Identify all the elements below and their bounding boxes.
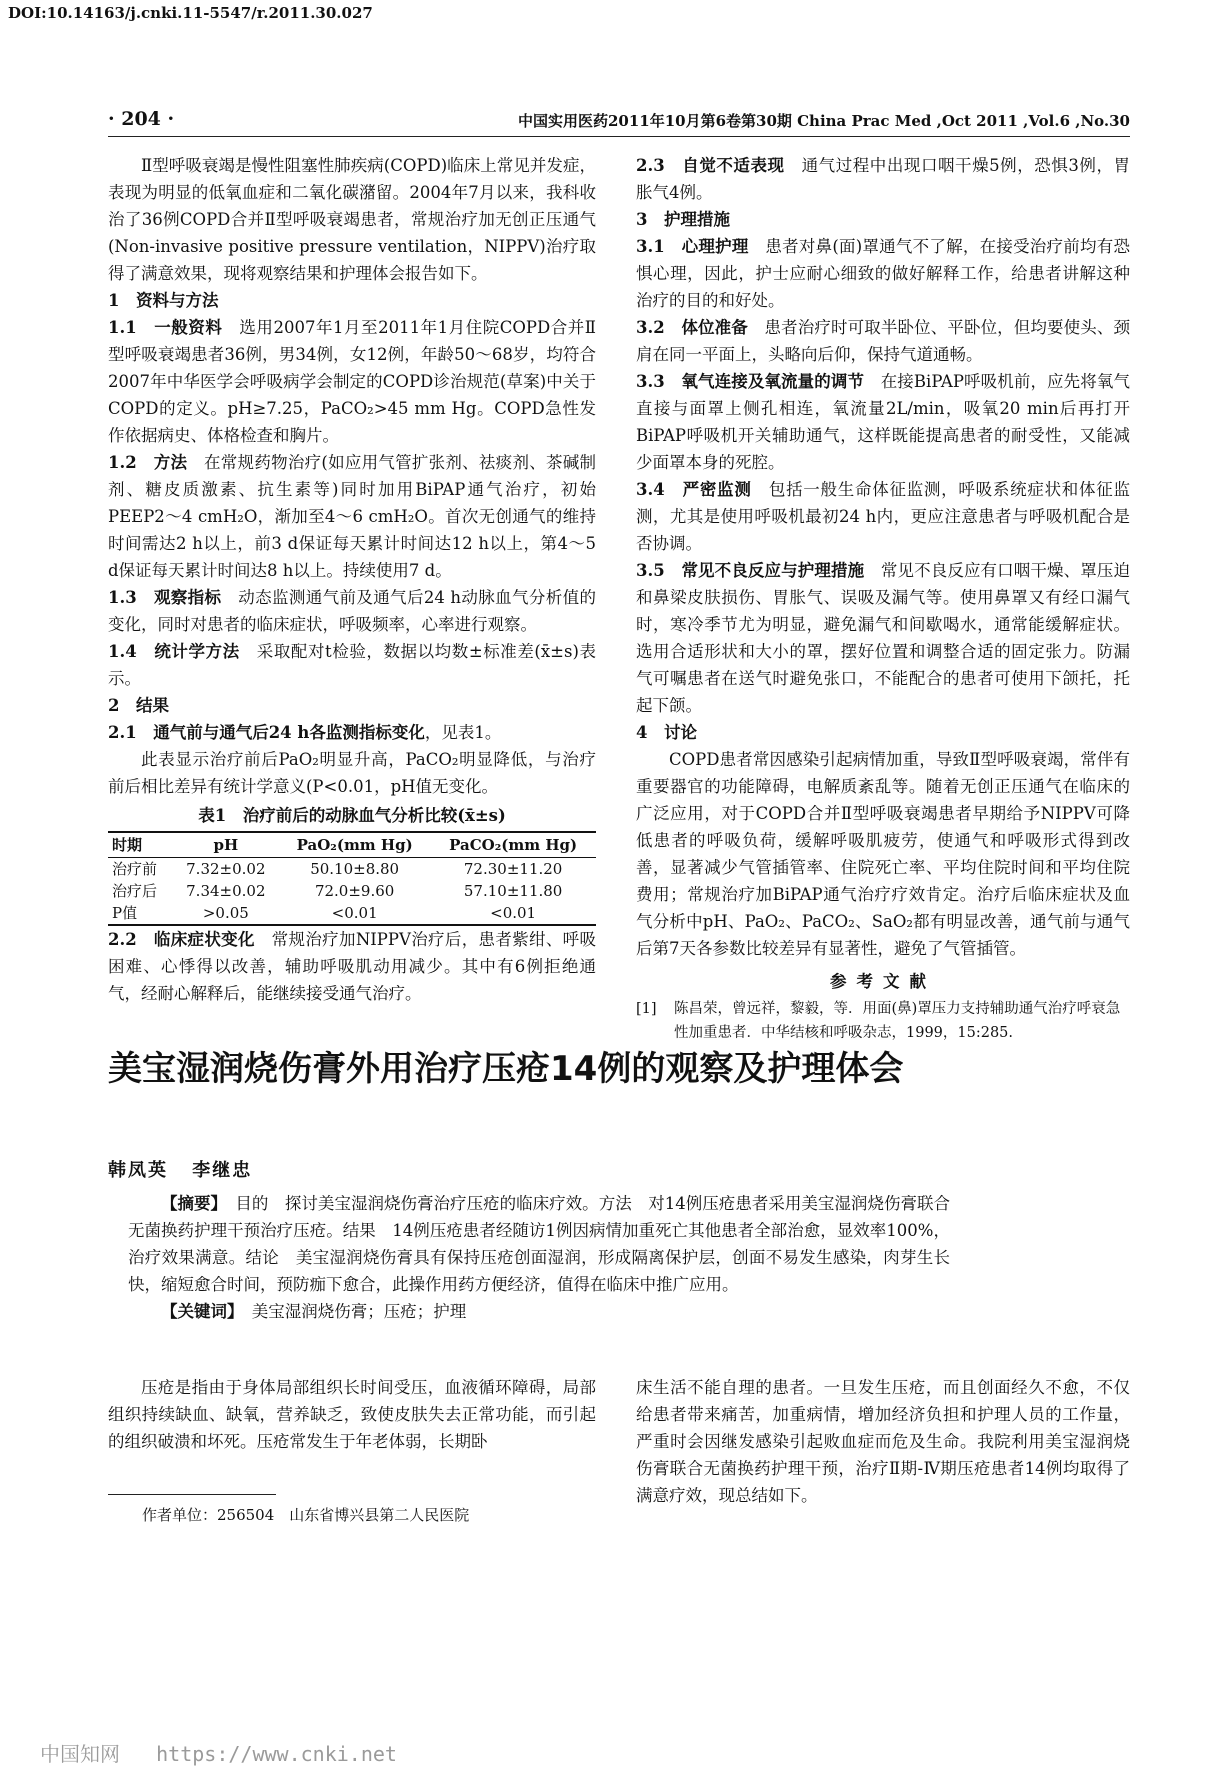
section-1-heading: 1 资料与方法 <box>108 291 219 310</box>
table-cell: P值 <box>108 902 173 925</box>
section-1-3 <box>108 584 596 638</box>
section-1-4-text: 采取配对t检验，数据以均数±标准差(x̄±s)表示。 <box>108 642 596 688</box>
section-2-1-text: ，见表1。 <box>424 723 502 742</box>
article2-body-left: 压疮是指由于身体局部组织长时间受压，血液循环障碍，局部组织持续缺血、缺氧，营养缺乏，致使皮肤失去正常功能，而引起的组织破溃和坏死。压疮常发生于年老体弱，长期卧 <box>108 1378 596 1451</box>
references-heading: 参考文献 <box>830 972 936 991</box>
table-cell: <0.01 <box>430 902 596 925</box>
table-row <box>108 902 596 925</box>
reference-number: [1] <box>636 1001 657 1017</box>
section-1-1 <box>108 314 596 449</box>
cnki-watermark: 中国知网 https://www.cnki.net <box>40 1742 397 1766</box>
keywords-text: 美宝湿润烧伤膏；压疮；护理 <box>235 1302 467 1321</box>
abstract <box>128 1190 950 1298</box>
section-3-5-heading: 3.5 常见不良反应与护理措施 <box>636 561 865 580</box>
table-caption: 表1 治疗前后的动脉血气分析比较(x̄±s) <box>198 806 506 825</box>
section-1-3-heading: 1.3 观察指标 <box>108 588 222 607</box>
section-3-5-text: 常见不良反应有口咽干燥、罩压迫和鼻梁皮肤损伤、胃胀气、误吸及漏气等。使用鼻罩又有经口漏气时，寒冷季节尤为明显，避免漏气和间歇喝水，通常能缓解症状。选用合适形状和大小的罩，摆好位置和调整合适的固定张力。防漏气可嘱患者在送气时避免张口，不能配合的患者可使用下颌托，托起下颌。 <box>636 561 1130 715</box>
section-2-2-heading: 2.2 临床症状变化 <box>108 930 255 949</box>
section-2-3 <box>636 152 1130 206</box>
table-cell: 50.10±8.80 <box>310 860 400 878</box>
keywords <box>128 1298 950 1325</box>
table-cell: >0.05 <box>173 902 279 925</box>
section-3-2-text: 患者治疗时可取半卧位、平卧位，但均要使头、颈肩在同一平面上，头略向后仰，保持气道通畅。 <box>636 318 1130 364</box>
doi: DOI:10.14163/j.cnki.11-5547/r.2011.30.027 <box>8 4 373 22</box>
table-header: pH <box>173 832 279 858</box>
section-3-1-heading: 3.1 心理护理 <box>636 237 749 256</box>
article2-body-right: 床生活不能自理的患者。一旦发生压疮，而且创面经久不愈，不仅给患者带来痛苦，加重病情，增加经济负担和护理人员的工作量，严重时会因继发感染引起败血症而危及生命。我院利用美宝湿润烧伤膏联合无菌换药护理干预，治疗Ⅱ期-Ⅳ期压疮患者14例均取得了满意疗效，现总结如下。 <box>636 1378 1130 1505</box>
abstract-label: 【摘要】 <box>161 1194 219 1213</box>
table-header: 时期 <box>108 832 173 858</box>
section-3-2 <box>636 314 1130 368</box>
section-1-2-text: 在常规药物治疗(如应用气管扩张剂、祛痰剂、茶碱制剂、糖皮质激素、抗生素等)同时加用BiPAP通气治疗，初始PEEP2～4 cmH₂O，渐加至4～6 cmH₂O。首次无创通气的维持时间需达2 h以上，前3 d保证每天累计时间达12 h以上，第4～5 d保证每天累计时间达8 h以上。持续使用7 d。 <box>108 453 596 580</box>
table-row <box>108 858 596 881</box>
table-header: PaO₂(mm Hg) <box>279 832 430 858</box>
table-row <box>108 880 596 902</box>
section-3-4-heading: 3.4 严密监测 <box>636 480 752 499</box>
author-affiliation-footnote: 作者单位：256504 山东省博兴县第二人民医院 <box>142 1506 470 1524</box>
table-cell: 72.0±9.60 <box>314 882 395 900</box>
section-3-4 <box>636 476 1130 557</box>
section-3-3-heading: 3.3 氧气连接及氧流量的调节 <box>636 372 865 391</box>
reference-text: 陈昌荣，曾远祥，黎毅，等．用面(鼻)罩压力支持辅助通气治疗呼衰急性加重患者．中华结核和呼吸杂志，1999，15:285. <box>674 1001 1121 1041</box>
section-1-3-text: 动态监测通气前及通气后24 h动脉血气分析值的变化，同时对患者的临床症状，呼吸频率，心率进行观察。 <box>108 588 596 634</box>
section-1-4-heading: 1.4 统计学方法 <box>108 642 240 661</box>
table-cell: 7.32±0.02 <box>186 860 266 878</box>
intro-paragraph: Ⅱ型呼吸衰竭是慢性阻塞性肺疾病(COPD)临床上常见并发症，表现为明显的低氧血症和二氧化碳潴留。2004年7月以来，我科收治了36例COPD合并Ⅱ型呼吸衰竭患者，常规治疗加无创正压通气(Non-invasive positive pressure ventilation，NIPPV)治疗取得了满意效果，现将观察结果和护理体会报告如下。 <box>108 156 596 283</box>
table-cell: <0.01 <box>279 902 430 925</box>
section-1-1-heading: 1.1 一般资料 <box>108 318 223 337</box>
article2-authors: 韩凤英 李继忠 <box>108 1160 253 1181</box>
table-header: PaCO₂(mm Hg) <box>430 832 596 858</box>
table-cell: 7.34±0.02 <box>186 882 266 900</box>
section-3-2-heading: 3.2 体位准备 <box>636 318 748 337</box>
section-2-heading: 2 结果 <box>108 696 169 715</box>
section-2-2-text: 常规治疗加NIPPV治疗后，患者紫绀、呼吸困难、心悸得以改善，辅助呼吸肌动用减少。其中有6例拒绝通气，经耐心解释后，能继续接受通气治疗。 <box>108 930 596 1003</box>
section-2-1-heading: 2.1 通气前与通气后24 h各监测指标变化 <box>108 723 425 742</box>
table-cell: 治疗前 <box>112 860 158 878</box>
journal-header: 中国实用医药2011年10月第6卷第30期 China Prac Med ,Oct 2011 ,Vol.6 ,No.30 <box>517 112 1130 130</box>
reference-item <box>636 997 1130 1045</box>
section-1-2-heading: 1.2 方法 <box>108 453 188 472</box>
discussion-paragraph: COPD患者常因感染引起病情加重，导致Ⅱ型呼吸衰竭，常伴有重要器官的功能障碍，电解质紊乱等。随着无创正压通气在临床的广泛应用，对于COPD合并Ⅱ型呼吸衰竭患者早期给予NIPPV可降低患者的呼吸负荷，缓解呼吸肌疲劳，使通气和呼吸形式得到改善，显著减少气管插管率、住院死亡率、平均住院时间和平均住院费用；常规治疗加BiPAP通气治疗疗效肯定。治疗后临床症状及血气分析中pH、PaO₂、PaCO₂、SaO₂都有明显改善，通气前与通气后第7天各参数比较差异有显著性，避免了气管插管。 <box>636 750 1130 958</box>
article1-left-column <box>108 152 596 1007</box>
article1-right-column <box>636 152 1130 1045</box>
section-1-1-text: 选用2007年1月至2011年1月住院COPD合并Ⅱ型呼吸衰竭患者36例，男34例，女12例，年龄50～68岁，均符合2007年中华医学会呼吸病学会制定的COPD诊治规范(草案)中关于COPD的定义。pH≥7.25，PaCO₂>45 mm Hg。COPD急性发作依据病史、体格检查和胸片。 <box>108 318 596 445</box>
section-3-1 <box>636 233 1130 314</box>
table-cell: 治疗后 <box>112 882 158 900</box>
section-3-4-text: 包括一般生命体征监测，呼吸系统症状和体征监测，尤其是使用呼吸机最初24 h内，更应注意患者与呼吸机配合是否协调。 <box>636 480 1130 553</box>
blood-gas-table <box>108 831 596 926</box>
section-3-1-text: 患者对鼻(面)罩通气不了解，在接受治疗前均有恐惧心理，因此，护士应耐心细致的做好解释工作，给患者讲解这种治疗的目的和好处。 <box>636 237 1130 310</box>
header-rule <box>108 136 1130 137</box>
section-3-5 <box>636 557 1130 719</box>
abstract-text: 目的 探讨美宝湿润烧伤膏治疗压疮的临床疗效。方法 对14例压疮患者采用美宝湿润烧伤膏联合无菌换药护理干预治疗压疮。结果 14例压疮患者经随访1例因病情加重死亡其他患者全部治愈，显效率100%，治疗效果满意。结论 美宝湿润烧伤膏具有保持压疮创面湿润，形成隔离保护层，创面不易发生感染，肉芽生长快，缩短愈合时间，预防痂下愈合，此操作用药方便经济，值得在临床中推广应用。 <box>128 1194 951 1294</box>
keywords-label: 【关键词】 <box>161 1302 236 1321</box>
section-1-2 <box>108 449 596 584</box>
table-cell: 72.30±11.20 <box>463 860 563 878</box>
section-3-3 <box>636 368 1130 476</box>
section-2-2 <box>108 926 596 1007</box>
section-2-3-heading: 2.3 自觉不适表现 <box>636 156 785 175</box>
footnote-rule <box>108 1494 276 1495</box>
section-4-heading: 4 讨论 <box>636 723 697 742</box>
section-2-3-text: 通气过程中出现口咽干燥5例，恐惧3例，胃胀气4例。 <box>636 156 1130 202</box>
section-1-4 <box>108 638 596 692</box>
section-2-1-body: 此表显示治疗前后PaO₂明显升高，PaCO₂明显降低，与治疗前后相比差异有统计学意义(P<0.01，pH值无变化。 <box>108 750 596 796</box>
table-cell: 57.10±11.80 <box>463 882 563 900</box>
page-number: · 204 · <box>108 108 175 130</box>
article2-abstract-block <box>128 1190 950 1325</box>
section-3-heading: 3 护理措施 <box>636 210 730 229</box>
section-3-3-text: 在接BiPAP呼吸机前，应先将氧气直接与面罩上侧孔相连，氧流量2L/min，吸氧20 min后再打开BiPAP呼吸机开关辅助通气，这样既能提高患者的耐受性，又能减少面罩本身的死腔。 <box>636 372 1130 472</box>
article2-title: 美宝湿润烧伤膏外用治疗压疮14例的观察及护理体会 <box>108 1049 904 1089</box>
section-2-1 <box>108 719 596 746</box>
